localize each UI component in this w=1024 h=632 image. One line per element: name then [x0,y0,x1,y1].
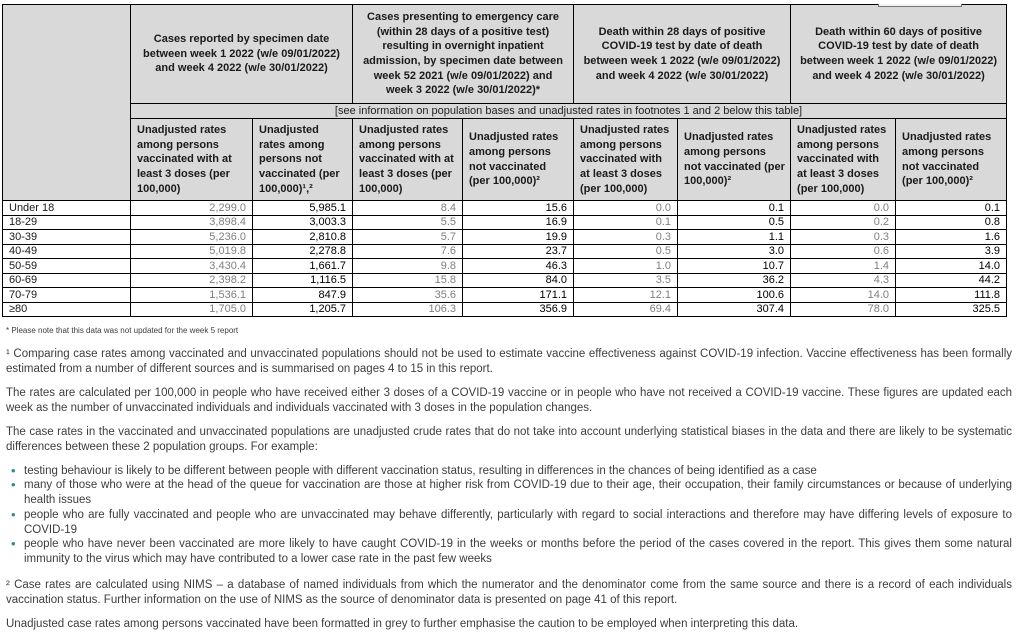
rate-unvaccinated-cell: 3.0 [678,244,791,259]
age-group-label: 30-39 [3,230,131,245]
sub-header-cases-unvaccinated: Unadjusted rates among persons not vaccinated (per 100,000)¹,² [253,119,353,201]
rate-unvaccinated-cell: 44.2 [896,273,1007,288]
bias-bullet-list [8,464,1012,567]
rate-unvaccinated-cell: 0.1 [678,201,791,216]
age-group-label: 50-59 [3,259,131,274]
rate-vaccinated-cell: 3.5 [574,273,678,288]
list-item [8,478,1012,507]
rate-vaccinated-cell: 69.4 [574,302,678,317]
rate-vaccinated-cell: 5,019.8 [131,244,253,259]
rate-unvaccinated-cell: 15.6 [463,201,574,216]
table-row [3,288,1007,303]
table-row [3,259,1007,274]
rate-unvaccinated-cell: 1.6 [896,230,1007,245]
group-header-death-60-days: Death within 60 days of positive COVID-19 test by date of death between week 1 2022 (w/e 09/01/2022) and week 4 2022 (w/e 30/01/2022) [791,5,1007,104]
table-row [3,273,1007,288]
rates-calculation-paragraph: The rates are calculated per 100,000 in people who have received either 3 doses of a COVID-19 vaccine or in people who have not received a COVID-19 vaccine. These figures are updated each week as the number of unvaccinated individuals and individuals vaccinated with 3 doses in the population changes. [6,387,1012,414]
rate-unvaccinated-cell: 100.6 [678,288,791,303]
list-item [8,537,1012,566]
sub-header-cases-vaccinated: Unadjusted rates among persons vaccinated with at least 3 doses (per 100,000) [131,119,253,201]
sub-header-death28-vaccinated: Unadjusted rates among persons vaccinated with at least 3 doses (per 100,000) [574,119,678,201]
rate-vaccinated-cell: 35.6 [353,288,463,303]
rate-unvaccinated-cell: 36.2 [678,273,791,288]
rate-unvaccinated-cell: 1.1 [678,230,791,245]
rate-unvaccinated-cell: 84.0 [463,273,574,288]
rate-vaccinated-cell: 0.0 [791,201,896,216]
rate-vaccinated-cell: 14.0 [791,288,896,303]
rate-vaccinated-cell: 0.3 [791,230,896,245]
group-header-death-28-days: Death within 28 days of positive COVID-19 test by date of death between week 1 2022 (w/e 09/01/2022) and week 4 2022 (w/e 30/01/2022) [574,5,791,104]
rate-vaccinated-cell: 0.1 [574,215,678,230]
report-page [0,4,1024,630]
sub-header-death28-unvaccinated: Unadjusted rates among persons not vaccinated (per 100,000)² [678,119,791,201]
bullet-text: many of those who were at the head of the queue for vaccination are those at higher risk from COVID-19 due to their age, their occupation, their family circumstances or because of underlying health issues [24,479,1012,507]
footnote-2-paragraph: ² Case rates are calculated using NIMS – a database of named individuals from which the numerator and the denominator come from the same source and there is a record of each individuals vaccination status. Further information on the use of NIMS as the source of denominator data is presented on page 41 of this report. [6,578,1012,606]
rate-unvaccinated-cell: 46.3 [463,259,574,274]
rate-vaccinated-cell: 7.6 [353,244,463,259]
rate-unvaccinated-cell: 307.4 [678,302,791,317]
rate-unvaccinated-cell: 3.9 [896,244,1007,259]
corner-cell [3,5,131,201]
rate-vaccinated-cell: 15.8 [353,273,463,288]
rate-unvaccinated-cell: 10.7 [678,259,791,274]
bullet-text: testing behaviour is likely to be different between people with different vaccination status, resulting in differences in the chances of being identified as a case [24,464,817,477]
rate-unvaccinated-cell: 5,985.1 [253,201,353,216]
age-group-label: 60-69 [3,273,131,288]
group-header-emergency-care: Cases presenting to emergency care (within 28 days of a positive test) resulting in overnight inpatient admission, by specimen date between week 52 2021 (w/e 09/01/2022) and week 3 2022 (w/e 30/01/2022)* [353,5,574,104]
table-row [3,215,1007,230]
rate-unvaccinated-cell: 16.9 [463,215,574,230]
rate-unvaccinated-cell: 14.0 [896,259,1007,274]
age-group-label: 70-79 [3,288,131,303]
list-item [8,464,1012,479]
rate-unvaccinated-cell: 0.1 [896,201,1007,216]
rate-unvaccinated-cell: 356.9 [463,302,574,317]
group-header-cases-reported: Cases reported by specimen date between week 1 2022 (w/e 09/01/2022) and week 4 2022 (w/e 30/01/2022) [131,5,353,104]
rate-vaccinated-cell: 9.8 [353,259,463,274]
rate-unvaccinated-cell: 19.9 [463,230,574,245]
rate-vaccinated-cell: 0.2 [791,215,896,230]
rate-unvaccinated-cell: 0.8 [896,215,1007,230]
age-group-label: 18-29 [3,215,131,230]
table-row [3,302,1007,317]
sub-header-emergency-unvaccinated: Unadjusted rates among persons not vaccinated (per 100,000)² [463,119,574,201]
rate-vaccinated-cell: 3,430.4 [131,259,253,274]
bridge-note: [see information on population bases and unadjusted rates in footnotes 1 and 2 below this table] [131,104,1007,119]
rate-unvaccinated-cell: 111.8 [896,288,1007,303]
rate-unvaccinated-cell: 847.9 [253,288,353,303]
sub-header-death60-vaccinated: Unadjusted rates among persons vaccinated with at least 3 doses (per 100,000) [791,119,896,201]
bullet-icon: • [11,506,16,522]
rate-vaccinated-cell: 1,536.1 [131,288,253,303]
table-row [3,201,1007,216]
rate-unvaccinated-cell: 1,205.7 [253,302,353,317]
rate-unvaccinated-cell: 23.7 [463,244,574,259]
bullet-text: people who have never been vaccinated are more likely to have caught COVID-19 in the weeks or months before the period of the cases covered in the report. This gives them some natural immunity to the virus which may have contributed to a lower case rate in the past few weeks [24,538,1012,566]
age-group-label: ≥80 [3,302,131,317]
rate-unvaccinated-cell: 2,278.8 [253,244,353,259]
table-row [3,244,1007,259]
rate-vaccinated-cell: 3,898.4 [131,215,253,230]
rate-unvaccinated-cell: 0.5 [678,215,791,230]
bullet-icon: • [11,477,16,493]
cropped-element-top-right [878,4,962,7]
rate-vaccinated-cell: 12.1 [574,288,678,303]
sub-header-row [3,119,1007,201]
rate-unvaccinated-cell: 1,661.7 [253,259,353,274]
rate-unvaccinated-cell: 171.1 [463,288,574,303]
group-header-row [3,5,1007,104]
bullet-icon: • [11,462,16,478]
rate-vaccinated-cell: 1,705.0 [131,302,253,317]
rate-vaccinated-cell: 1.4 [791,259,896,274]
rate-unvaccinated-cell: 325.5 [896,302,1007,317]
table-row [3,230,1007,245]
table-asterisk-note: * Please note that this data was not updated for the week 5 report [6,326,239,336]
rate-vaccinated-cell: 106.3 [353,302,463,317]
rate-vaccinated-cell: 5.5 [353,215,463,230]
rate-vaccinated-cell: 5.7 [353,230,463,245]
rate-vaccinated-cell: 0.0 [574,201,678,216]
sub-header-death60-unvaccinated: Unadjusted rates among persons not vaccinated (per 100,000)² [896,119,1007,201]
rate-vaccinated-cell: 78.0 [791,302,896,317]
rate-vaccinated-cell: 4.3 [791,273,896,288]
rate-vaccinated-cell: 2,299.0 [131,201,253,216]
unadjusted-rates-paragraph: The case rates in the vaccinated and unvaccinated populations are unadjusted crude rates that do not take into account underlying statistical biases in the data and there are likely to be systematic differences between these 2 population groups. For example: [6,425,1012,453]
rate-vaccinated-cell: 8.4 [353,201,463,216]
footnote-1-paragraph: ¹ Comparing case rates among vaccinated and unvaccinated populations should not be used to estimate vaccine effectiveness against COVID-19 infection. Vaccine effectiveness has been formally estimated from a number of different sources and is summarised on pages 4 to 15 in this report. [6,348,1012,376]
rate-vaccinated-cell: 2,398.2 [131,273,253,288]
rate-unvaccinated-cell: 1,116.5 [253,273,353,288]
age-group-label: Under 18 [3,201,131,216]
bullet-text: people who are fully vaccinated and people who are unvaccinated may behave differently, particularly with regard to social interactions and therefore may have differing levels of exposure to COVID-19 [24,508,1012,536]
rate-vaccinated-cell: 1.0 [574,259,678,274]
age-group-label: 40-49 [3,244,131,259]
rates-table [2,4,1007,317]
rate-unvaccinated-cell: 2,810.8 [253,230,353,245]
list-item [8,508,1012,537]
footnote-section [6,347,1012,631]
bullet-icon: • [11,536,16,552]
rate-vaccinated-cell: 0.6 [791,244,896,259]
age-rows [3,201,1007,317]
rate-vaccinated-cell: 0.3 [574,230,678,245]
bridge-note-row [3,104,1007,119]
rate-vaccinated-cell: 0.5 [574,244,678,259]
rate-vaccinated-cell: 5,236.0 [131,230,253,245]
sub-header-emergency-vaccinated: Unadjusted rates among persons vaccinated with at least 3 doses (per 100,000) [353,119,463,201]
grey-formatting-paragraph: Unadjusted case rates among persons vaccinated have been formatted in grey to further emphasise the caution to be employed when interpreting this data. [6,617,799,630]
rate-unvaccinated-cell: 3,003.3 [253,215,353,230]
